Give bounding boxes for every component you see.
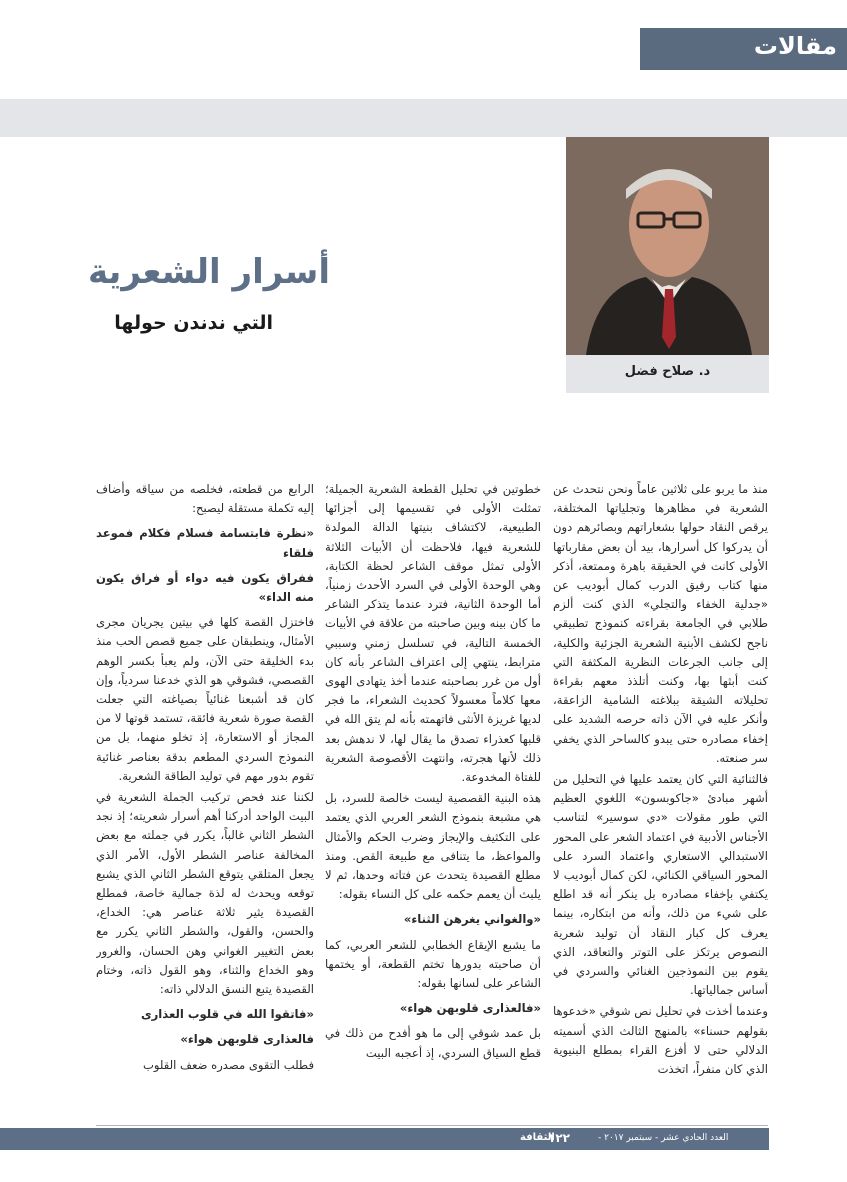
verse-line: «فاتقوا الله في قلوب العذارى xyxy=(140,1007,314,1022)
magazine-name: الثقافة xyxy=(520,1132,555,1143)
section-label: مقالات xyxy=(753,32,837,60)
author-photo xyxy=(566,137,769,355)
author-caption: د. صلاح فضل xyxy=(566,355,769,393)
section-tab xyxy=(640,28,847,70)
paragraph: فالثنائية التي كان يعتمد عليها في التحليل من أشهر مبادئ «جاكوبسون» اللغوي العظيم التي طور مقولات «دي سوسير» لتناسب الأجناس الأدبية في اعتماد الشعر على المحور الاستبدالي الاستعاري واعتماد السرد على المحور السياقي الكنائي، لكن كمال أبوديب لا يكتفي بإخفاء مصادره بل ينكر أنه قد اطلع على شيء من ذلك، وأنه من ابتكاره، بينما يعرف كل كبار النقاد أن توليد شعرية النصوص يرتكز على التوتر والتعاقد، الذي يقوم بين النموذجين الغنائي والسردي في أساس جمالياتها. xyxy=(553,772,768,998)
portrait-illustration xyxy=(566,137,769,355)
paragraph: وعندما أخذت في تحليل نص شوقي «خدعوها بقولهم حسناء» بالمنهج الثالث الذي أسميته الدلالي حتى لا أفزع القراء بمطلع البنيوية الذي كان منفراً، اتخذت xyxy=(553,1004,768,1077)
verse-line: «فالعذارى قلوبهن هواء» xyxy=(399,1001,541,1016)
text-column-1 xyxy=(553,480,768,1112)
verse-line: «والغواني يغرهن الثناء» xyxy=(403,912,541,927)
paragraph: هذه البنية القصصية ليست خالصة للسرد، بل هي مشبعة بنموذج الشعر العربي الذي يعتمد على التكثيف والإيجاز وضرب الحكم والأمثال والمواعظ، ما يتنافى مع طبيعة القص. ومنذ مطلع القصيدة يتحدث عن فتاته وحدها، ثم لا يلبث أن يعمم حكمه على كل النساء بقوله: xyxy=(325,791,541,902)
verse-line: ففراق يكون فيه دواء أو فراق يكون منه الداء» xyxy=(96,570,314,605)
footer-divider xyxy=(96,1125,768,1126)
paragraph: فطلب التقوى مصدره ضعف القلوب xyxy=(142,1057,314,1072)
text-column-2 xyxy=(325,480,541,1112)
header-band xyxy=(0,99,847,137)
paragraph: الرابع من قطعته، فخلصه من سياقه وأضاف إليه تكملة مستقلة ليصبح: xyxy=(96,482,314,516)
issue-info: العدد الحادي عشر - سبتمبر ٢٠١٧ - xyxy=(598,1133,729,1143)
paragraph: منذ ما يربو على ثلاثين عاماً ونحن نتحدث عن الشعرية في مظاهرها وتجلياتها المختلفة، يرقص النقاد حولها بشعاراتهم وبصائرهم دون أن يدركوا كل أسرارها، بيد أن بعض مقارباتها الأولى كانت في الحقيقة باهرة وممتعة، أذكر منها كتاب رفيق الدرب كمال أبوديب عن «جدلية الخفاء والتجلي» الذي كنت ألزم طلابي في الجامعة بقراءته كنموذج تطبيقي ناجح لكشف الأبنية الشعرية الجزئية والكلية، إلى جانب الجرعات النظرية المكثفة التي كنت أبثها بها، وكنت أتلذذ معهم بقراءة تحليلاته الشيقة ببلاغته الشامية الزاعقة، وأنكر عليه في الآن ذاته حرصه الشديد على إخفاء مصادره حتى يبدو كالساحر الذي يخفي سر صنعته. xyxy=(553,482,768,765)
paragraph: لكننا عند فحص تركيب الجملة الشعرية في البيت الواحد أدركنا أهم أسرار شعريته؛ إذ نجد الشطر الثاني غالباً، يكرر في جملته مع بعض المخالفة عناصر الشطر الأول، الأمر الذي يجعل المتلقي يتوقع الشطر الثاني الذي يشبع توقعه ويحدث له لذة جمالية خاصة، فمطلع القصيدة يثير ثلاثة عناصر هي: الخداع، والحسن، والقول، والشطر الثاني يكرر مع بعض التغيير الغواني وهن الحسان، والغرور وهو الخداع والثناء، وهو القول ذاته، وختام القصيدة يتبع النسق الدلالي ذاته: xyxy=(96,790,314,997)
paragraph: خطوتين في تحليل القطعة الشعرية الجميلة؛ تمثلت الأولى في تقسيمها إلى أجزائها الطبيعية، لاكتشاف بنيتها الدالة المولدة للشعرية فيها، فلاحظت أن الأبيات الثلاثة الأولى تمثل موقف الشاعر لحظة الكتابة، وهي الوحدة الأولى في السرد الأحدث زمنياً، أما الوحدة الثانية، فترد عندما يتذكر الشاعر ما كان بينه وبين صاحبته من علاقة في الأبيات الخمسة التالية، في تسلسل زمني وسببي مترابط، ينتهي إلى اعتراف الشاعر بأنه كان أول من غرر بصاحبته عندما أخذ يتهادى الهوى معها كلاماً معسولاً كحديث الشعراء، ما فجر لديها غريزة الأنثى فاتهمته بأنه لم يتق الله في قلبها كعذراء تصدق ما يقال لها، لا ندهش بعد ذلك لأنها هجرته، وانتهت الأقصوصة الشعرية للفتاة المخدوعة. xyxy=(325,482,541,785)
article-subtitle: التي ندندن حولها xyxy=(114,312,273,334)
verse-line: فالعذارى قلوبهن هواء» xyxy=(180,1032,314,1047)
paragraph: ما يشبع الإيقاع الخطابي للشعر العربي، كما أن صاحبته بدورها تختم القطعة، أو يختمها الشاعر على لسانها بقوله: xyxy=(325,937,541,991)
article-title: أسرار الشعرية xyxy=(87,252,330,292)
page-number: ١٢٢ xyxy=(548,1131,570,1145)
paragraph: بل عمد شوقي إلى ما هو أفدح من ذلك في قطع السياق السردي، إذ أعجبه البيت xyxy=(325,1026,541,1060)
verse-line: «نظرة فابتسامة فسلام فكلام فموعد فلقاء xyxy=(96,526,314,560)
paragraph: فاختزل القصة كلها في بيتين يجريان مجرى الأمثال، وينطبقان على جميع قصص الحب منذ بدء الخليقة حتى الآن، ولم يعبأ بكسر الوهم القصصي، فشوقي هو الذي خدعنا سردياً، وإن كان قد أشبعنا غنائياً بصياغته التي جعلت القصة صورة شعرية فائقة، تستمد قوتها لا من المجاز أو الاستعارة، إذ تخلو منهما، بل من النموذج السردي المطعم بدقة بعناصر غنائية تقوم بدور مهم في توليد الطاقة الشعرية. xyxy=(96,615,314,783)
page-footer xyxy=(0,1128,769,1150)
text-column-3 xyxy=(96,480,314,1112)
